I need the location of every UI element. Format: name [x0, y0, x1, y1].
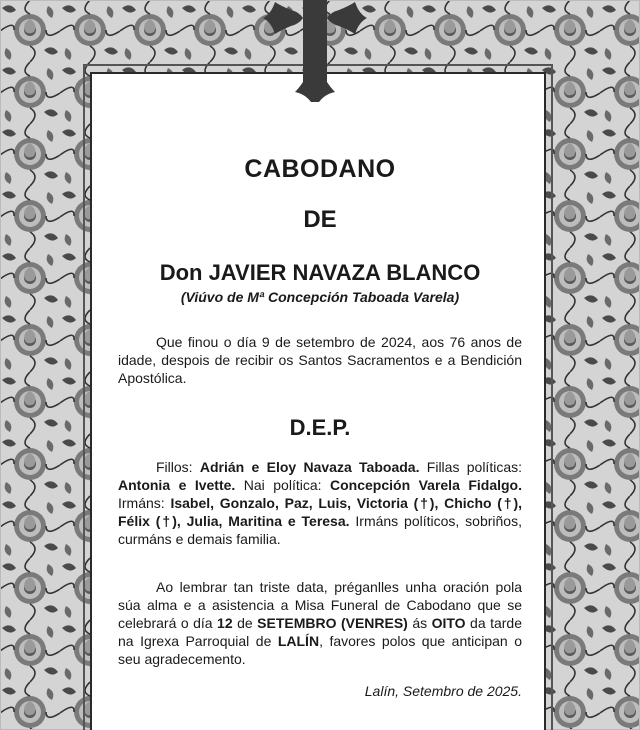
other-relatives: Irmáns políticos, sobriños, curmáns e demais familia.: [118, 513, 522, 547]
de-label: DE: [303, 206, 337, 233]
siblings-label: Irmáns:: [118, 495, 171, 511]
mass-day: 12: [217, 615, 233, 631]
widow-note: (Viúvo de Mª Concepción Taboada Varela): [180, 289, 460, 305]
daughters-in-law-label: Fillas políticas:: [419, 459, 522, 475]
mother-in-law-name: Concepción Varela Fidalgo.: [330, 477, 522, 493]
invitation-text-2: de: [232, 615, 258, 631]
signature-line: Lalín, Setembro de 2025.: [364, 683, 522, 699]
mass-hour: OITO: [431, 615, 466, 631]
daughters-in-law-names: Antonia e Ivette.: [118, 477, 236, 493]
intro-paragraph: Que finou o día 9 de setembro de 2024, aos 76 anos de idade, despois de recibir os Santos Sacramentos e a Bendición Apostólica.: [118, 334, 522, 386]
mass-month: SETEMBRO (VENRES): [257, 615, 408, 631]
cross-icon: [263, 0, 367, 102]
deceased-name: Don JAVIER NAVAZA BLANCO: [159, 260, 481, 285]
dep-heading: D.E.P.: [289, 415, 351, 440]
mass-place: LALÍN: [277, 633, 320, 649]
mother-in-law-label: Nai política:: [235, 477, 330, 493]
children-label: Fillos:: [156, 459, 200, 475]
page-title: CABODANO: [244, 155, 396, 183]
invitation-paragraph: [118, 578, 522, 668]
invitation-text-5: , favores polos que anticipan o seu agradecemento.: [118, 633, 522, 667]
siblings-names: Isabel, Gonzalo, Paz, Luis, Victoria (†), Chicho (†), Félix (†), Julia, Maritina e Teresa.: [118, 495, 523, 529]
invitation-text-4: da tarde na Igrexa Parroquial de: [118, 615, 522, 649]
invitation-text-3: ás: [407, 615, 432, 631]
family-paragraph: [118, 458, 522, 548]
invitation-text-1: Ao lembrar tan triste data, préganlles unha oración pola súa alma e a asistencia a Misa Funeral de Cabodano que se celebrará o día: [118, 579, 522, 631]
obituary-content: [118, 155, 522, 699]
children-names: Adrián e Eloy Navaza Taboada.: [199, 459, 420, 475]
